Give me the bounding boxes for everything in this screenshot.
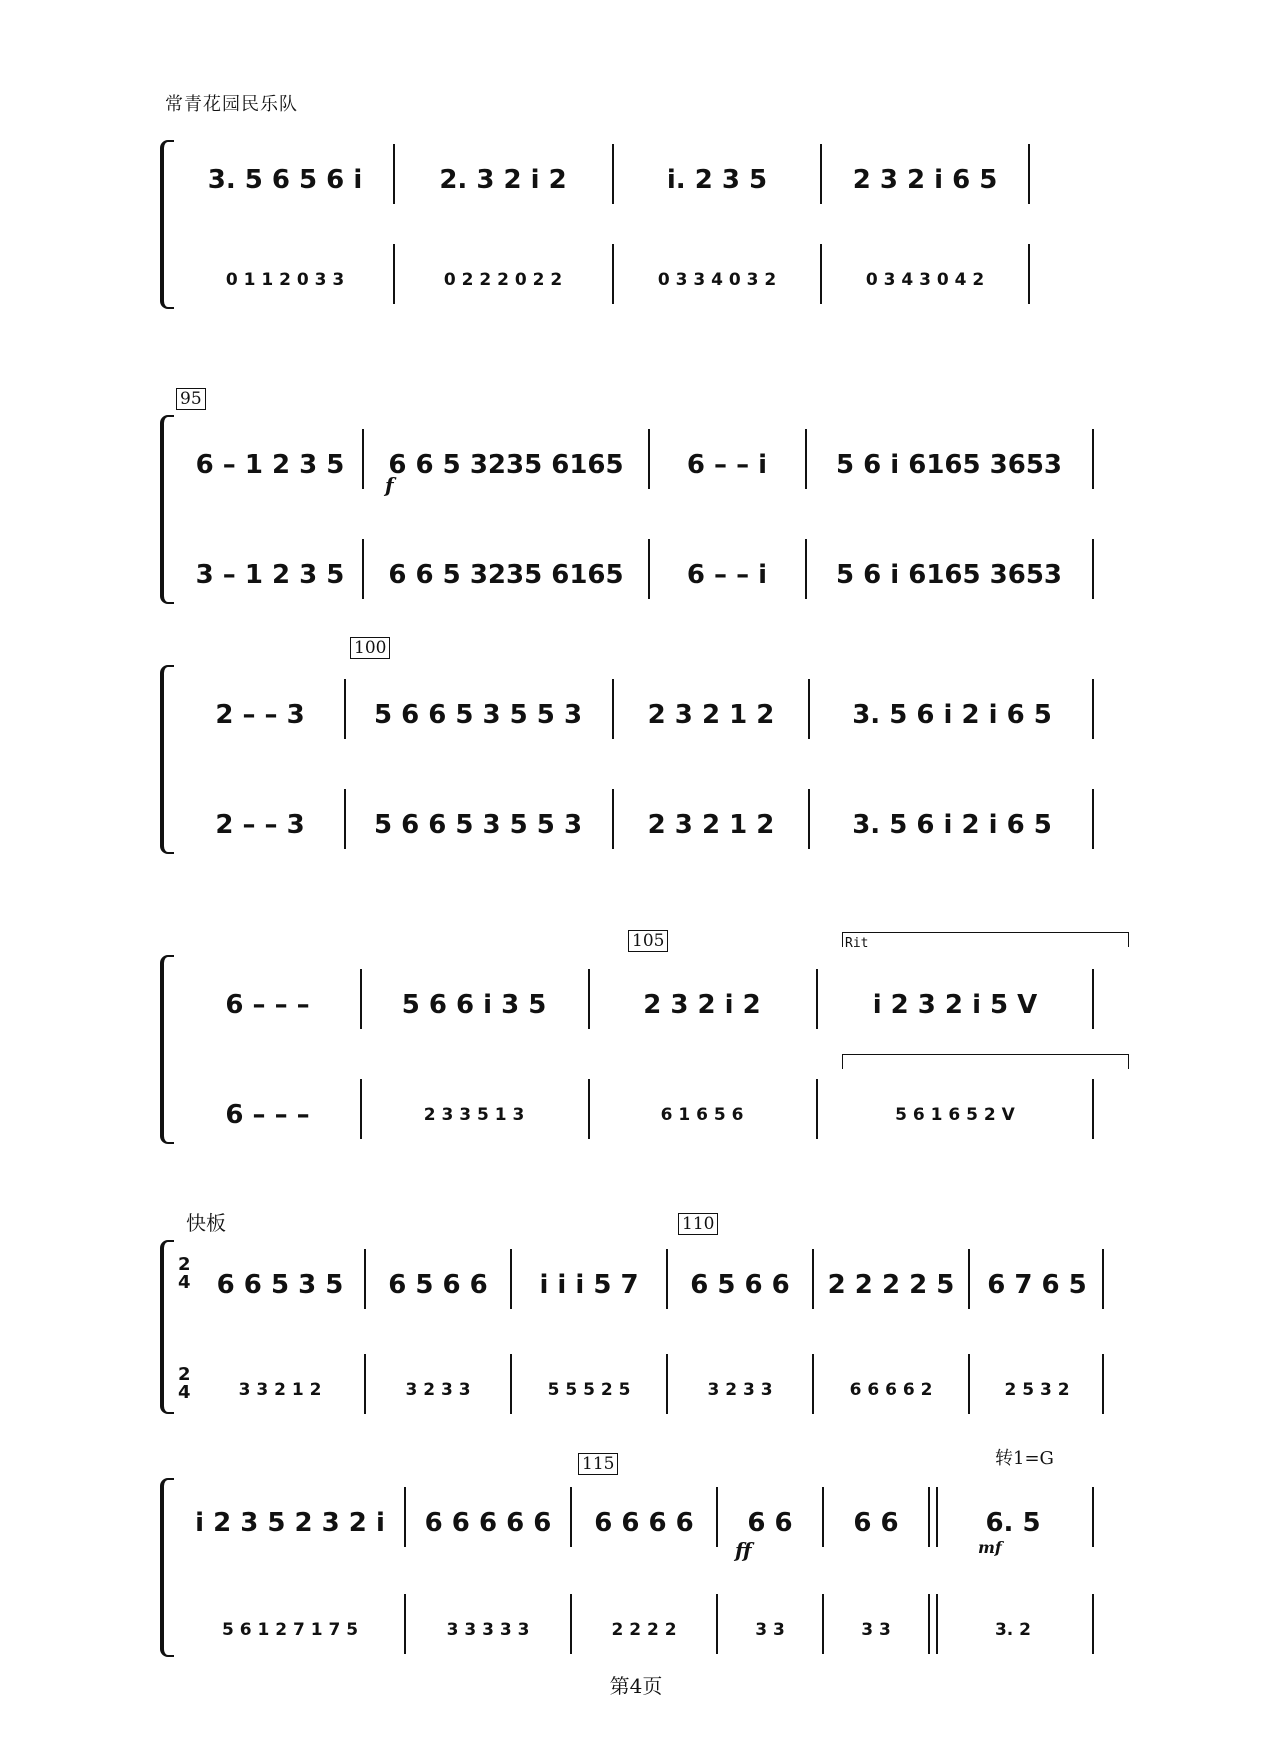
measure: 3 3 3 3 3 [446,1620,530,1640]
measure: 6 6 6 6 2 [849,1380,933,1400]
ritardando-bracket-upper [842,932,1129,933]
measure: 2 3 2 i 2 [643,990,761,1020]
upper-staff [180,975,1130,1035]
system-bracket [160,955,174,1144]
measure: 6 5 6 6 [690,1270,790,1300]
measure: 0 1 1 2 0 3 3 [225,270,345,290]
rehearsal-mark: 95 [176,388,206,410]
measure: 3. 5 6 5 6 i [207,165,363,195]
lower-staff [180,795,1130,855]
rehearsal-mark: 105 [628,930,668,952]
score-system-4 [160,955,1130,1145]
measure: 0 3 3 4 0 3 2 [657,270,777,290]
measure: 5 6 i 6165 3653 [835,450,1063,480]
rehearsal-mark: 110 [678,1213,718,1235]
measure: 5 6 6 5 3 5 5 3 [373,700,583,730]
measure: 2 – – 3 [215,810,305,840]
measure: 5 6 6 i 3 5 [401,990,547,1020]
lower-staff [180,1085,1130,1145]
measure: i 2 3 2 i 5 V [872,990,1038,1020]
rehearsal-mark: 100 [350,637,390,659]
measure: 6 6 6 6 6 [424,1508,552,1538]
score-system-1 [160,140,1130,310]
measure: 6. 5 [985,1508,1041,1538]
system-bracket [160,1478,174,1657]
lower-staff [200,1360,1130,1420]
lower-staff [180,1600,1130,1660]
measure: 2. 3 2 i 2 [439,165,567,195]
measure: 6 – – – [225,1100,310,1130]
measure: 3 2 3 3 [405,1380,471,1400]
rehearsal-mark: 115 [578,1453,618,1475]
measure: 6 1 6 5 6 [660,1105,744,1125]
score-system-3 [160,665,1130,855]
measure: 5 6 1 6 5 2 V [895,1105,1015,1125]
measure: 5 6 6 5 3 5 5 3 [373,810,583,840]
dynamic-marking: ff [735,1538,752,1562]
measure: 6 6 [747,1508,793,1538]
measure: i 2 3 5 2 3 2 i [195,1508,385,1538]
measure: 2 3 2 1 2 [647,810,775,840]
measure: 2 – – 3 [215,700,305,730]
upper-staff [200,1255,1130,1315]
measure: 5 5 5 2 5 [547,1380,631,1400]
measure: 6 6 5 3 5 [216,1270,344,1300]
measure: 0 3 4 3 0 4 2 [865,270,985,290]
dynamic-marking: mf [978,1538,1002,1557]
measure: 6 6 [853,1508,899,1538]
measure: 3 3 2 1 2 [238,1380,322,1400]
measure: 3. 2 [994,1620,1032,1640]
measure: 3 2 3 3 [707,1380,773,1400]
measure: 5 6 i 6165 3653 [835,560,1063,590]
upper-staff [180,685,1130,745]
measure: i i i 5 7 [539,1270,639,1300]
measure: 2 2 2 2 5 [827,1270,955,1300]
measure: 2 3 3 5 1 3 [423,1105,525,1125]
measure: 6 7 6 5 [987,1270,1087,1300]
page-header: 常青花园民乐队 [165,94,298,115]
measure: 6 6 5 3235 6165 [388,560,624,590]
measure: 3. 5 6 i 2 i 6 5 [852,810,1052,840]
measure: 3 – 1 2 3 5 [195,560,345,590]
measure: 6 – – i [686,450,768,480]
measure: 3 3 [861,1620,891,1640]
measure: 0 2 2 2 0 2 2 [443,270,563,290]
measure: 6 – – – [225,990,310,1020]
lower-staff [180,250,1130,310]
measure: 2 2 2 2 [611,1620,677,1640]
measure: 3. 5 6 i 2 i 6 5 [852,700,1052,730]
measure: 2 3 2 i 6 5 [852,165,998,195]
measure: 2 5 3 2 [1004,1380,1070,1400]
tempo-marking: 快板 [186,1211,226,1235]
key-change-marking: 转1=G [995,1448,1054,1469]
measure: 6 – 1 2 3 5 [195,450,345,480]
upper-staff [180,150,1130,210]
score-system-6 [160,1478,1130,1658]
system-bracket [160,1240,174,1414]
ritardando-marking: Rit [845,936,869,951]
measure: 6 6 6 6 [594,1508,694,1538]
measure: 5 6 1 2 7 1 7 5 [221,1620,359,1640]
score-system-2 [160,415,1130,605]
page-number: 第4页 [609,1674,663,1698]
lower-staff [180,545,1130,605]
system-bracket [160,415,174,604]
time-signature-upper: 2 4 [178,1254,191,1293]
measure: 6 5 6 6 [388,1270,488,1300]
measure: 3 3 [755,1620,785,1640]
score-system-5 [160,1240,1130,1415]
time-signature-lower: 2 4 [178,1364,191,1403]
dynamic-marking: f [385,473,394,497]
measure: 6 6 5 3235 6165 [388,450,624,480]
system-bracket [160,665,174,854]
system-bracket [160,140,174,309]
measure: 2 3 2 1 2 [647,700,775,730]
measure: i. 2 3 5 [666,165,768,195]
upper-staff [180,435,1130,495]
measure: 6 – – i [686,560,768,590]
